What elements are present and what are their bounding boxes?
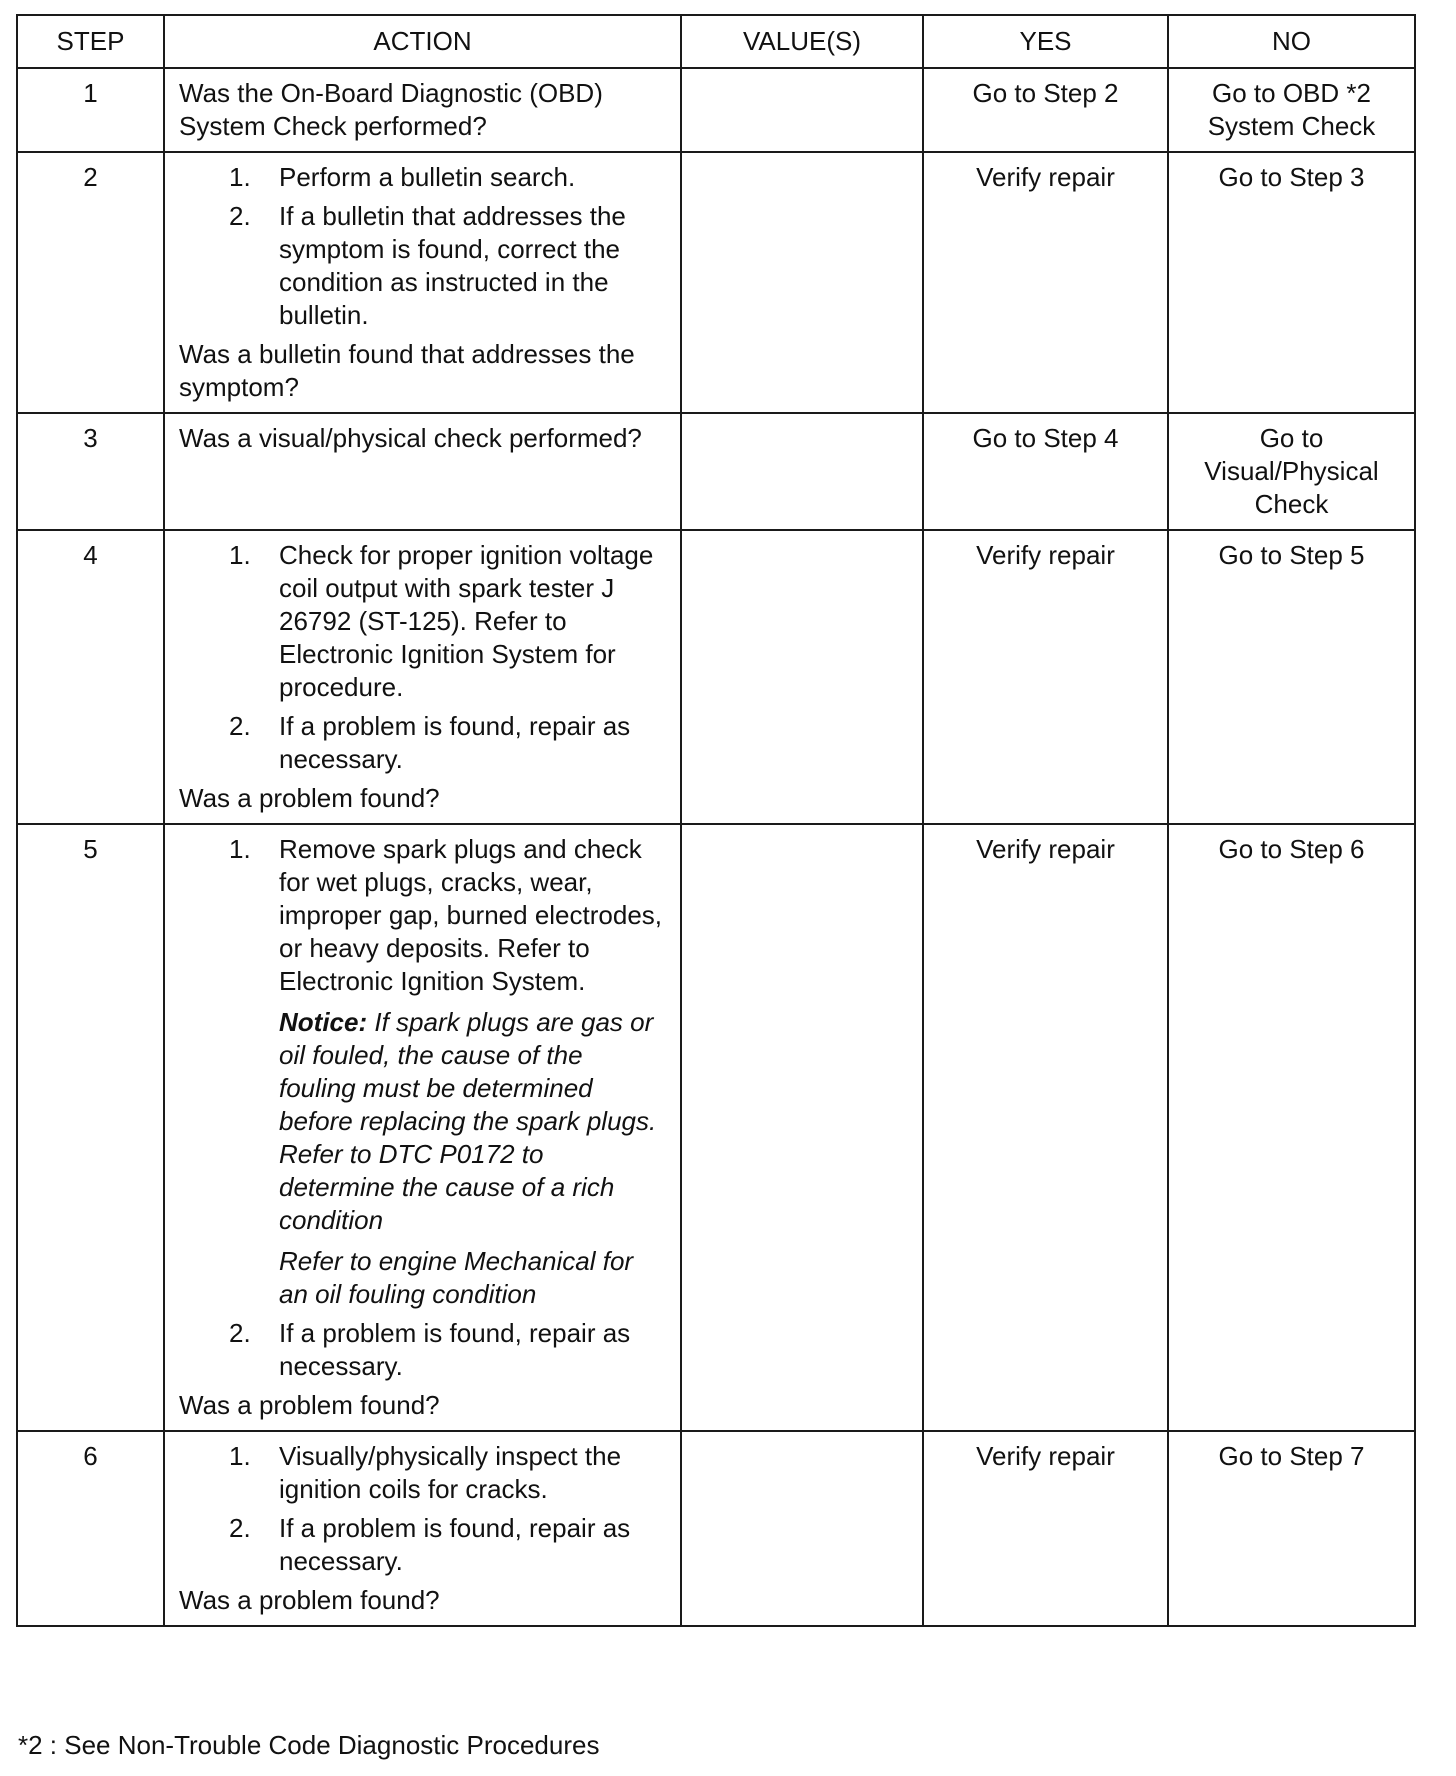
yes-cell: Verify repair — [923, 152, 1168, 413]
table-row — [17, 152, 1415, 413]
list-item: 1. Perform a bulletin search. — [229, 162, 576, 192]
no-cell: Go to Step 7 — [1168, 1431, 1415, 1626]
value-cell — [681, 152, 923, 413]
action-steps-list — [179, 161, 666, 332]
list-item: 2. If a problem is found, repair as necessary. — [229, 1318, 631, 1381]
notice-block — [279, 1006, 666, 1237]
table-header-row — [17, 15, 1415, 68]
notice-block — [279, 1245, 666, 1311]
list-item: 2. If a problem is found, repair as necessary. — [229, 1513, 631, 1576]
table-row — [17, 413, 1415, 530]
step-number: 4 — [17, 530, 164, 824]
step-number: 1 — [17, 68, 164, 152]
header-yes: YES — [923, 15, 1168, 68]
table-row — [17, 824, 1415, 1431]
step-number: 5 — [17, 824, 164, 1431]
action-question: Was a problem found? — [179, 1585, 440, 1615]
table-row — [17, 68, 1415, 152]
list-item: 1. Check for proper ignition voltage coil output with spark tester J 26792 (ST-125). Refer to Electronic Ignition System for procedure. — [229, 540, 654, 702]
header-no: NO — [1168, 15, 1415, 68]
list-item: 2. If a bulletin that addresses the symptom is found, correct the condition as instructed in the bulletin. — [229, 201, 626, 330]
list-item: 1. Visually/physically inspect the ignition coils for cracks. — [229, 1441, 622, 1504]
step-number: 3 — [17, 413, 164, 530]
action-question: Was a problem found? — [179, 1390, 440, 1420]
action-cell — [164, 152, 681, 413]
action-text: Was the On-Board Diagnostic (OBD) System Check performed? — [179, 78, 603, 141]
no-cell: Go to Visual/Physical Check — [1168, 413, 1415, 530]
yes-cell: Verify repair — [923, 824, 1168, 1431]
value-cell — [681, 413, 923, 530]
yes-cell: Verify repair — [923, 530, 1168, 824]
action-steps-list — [179, 1440, 666, 1578]
step-number: 2 — [17, 152, 164, 413]
list-item: 1. Remove spark plugs and check for wet plugs, cracks, wear, improper gap, burned electrodes, or heavy deposits. Refer to Electronic Ignition System. Notice: If spark plugs are gas or oil fouled, the cause of the fouling must be determined before replacing the spark plugs. Refer to DTC P0172 to determine the cause of a rich condition Refer to engine Mechanical for an oil fouling condition — [179, 833, 666, 1311]
notice-text: Refer to engine Mechanical for an oil fouling condition — [279, 1246, 634, 1309]
footnote: *2 : See Non-Trouble Code Diagnostic Procedures — [18, 1730, 600, 1760]
yes-cell: Go to Step 4 — [923, 413, 1168, 530]
table-row — [17, 1431, 1415, 1626]
value-cell — [681, 530, 923, 824]
action-question: Was a problem found? — [179, 783, 440, 813]
no-cell: Go to Step 3 — [1168, 152, 1415, 413]
no-cell: Go to Step 5 — [1168, 530, 1415, 824]
yes-cell: Verify repair — [923, 1431, 1168, 1626]
notice-text: If spark plugs are gas or oil fouled, the cause of the fouling must be determined before replacing the spark plugs. Refer to DTC P0172 to determine the cause of a rich condition — [279, 1007, 657, 1235]
no-cell: Go to Step 6 — [1168, 824, 1415, 1431]
yes-cell: Go to Step 2 — [923, 68, 1168, 152]
action-cell — [164, 68, 681, 152]
header-action: ACTION — [164, 15, 681, 68]
value-cell — [681, 1431, 923, 1626]
action-text: Was a visual/physical check performed? — [179, 423, 642, 453]
diagnostic-table — [16, 14, 1416, 1627]
step-number: 6 — [17, 1431, 164, 1626]
list-item: 2. If a problem is found, repair as necessary. — [229, 711, 631, 774]
notice-label: Notice: — [279, 1007, 368, 1037]
header-value: VALUE(S) — [681, 15, 923, 68]
action-cell — [164, 1431, 681, 1626]
action-steps-list — [179, 539, 666, 776]
action-cell — [164, 824, 681, 1431]
header-step: STEP — [17, 15, 164, 68]
table-row — [17, 530, 1415, 824]
no-cell: Go to OBD *2 System Check — [1168, 68, 1415, 152]
action-question: Was a bulletin found that addresses the symptom? — [179, 339, 635, 402]
action-cell — [164, 413, 681, 530]
action-steps-list — [179, 833, 666, 1383]
value-cell — [681, 68, 923, 152]
action-cell — [164, 530, 681, 824]
value-cell — [681, 824, 923, 1431]
